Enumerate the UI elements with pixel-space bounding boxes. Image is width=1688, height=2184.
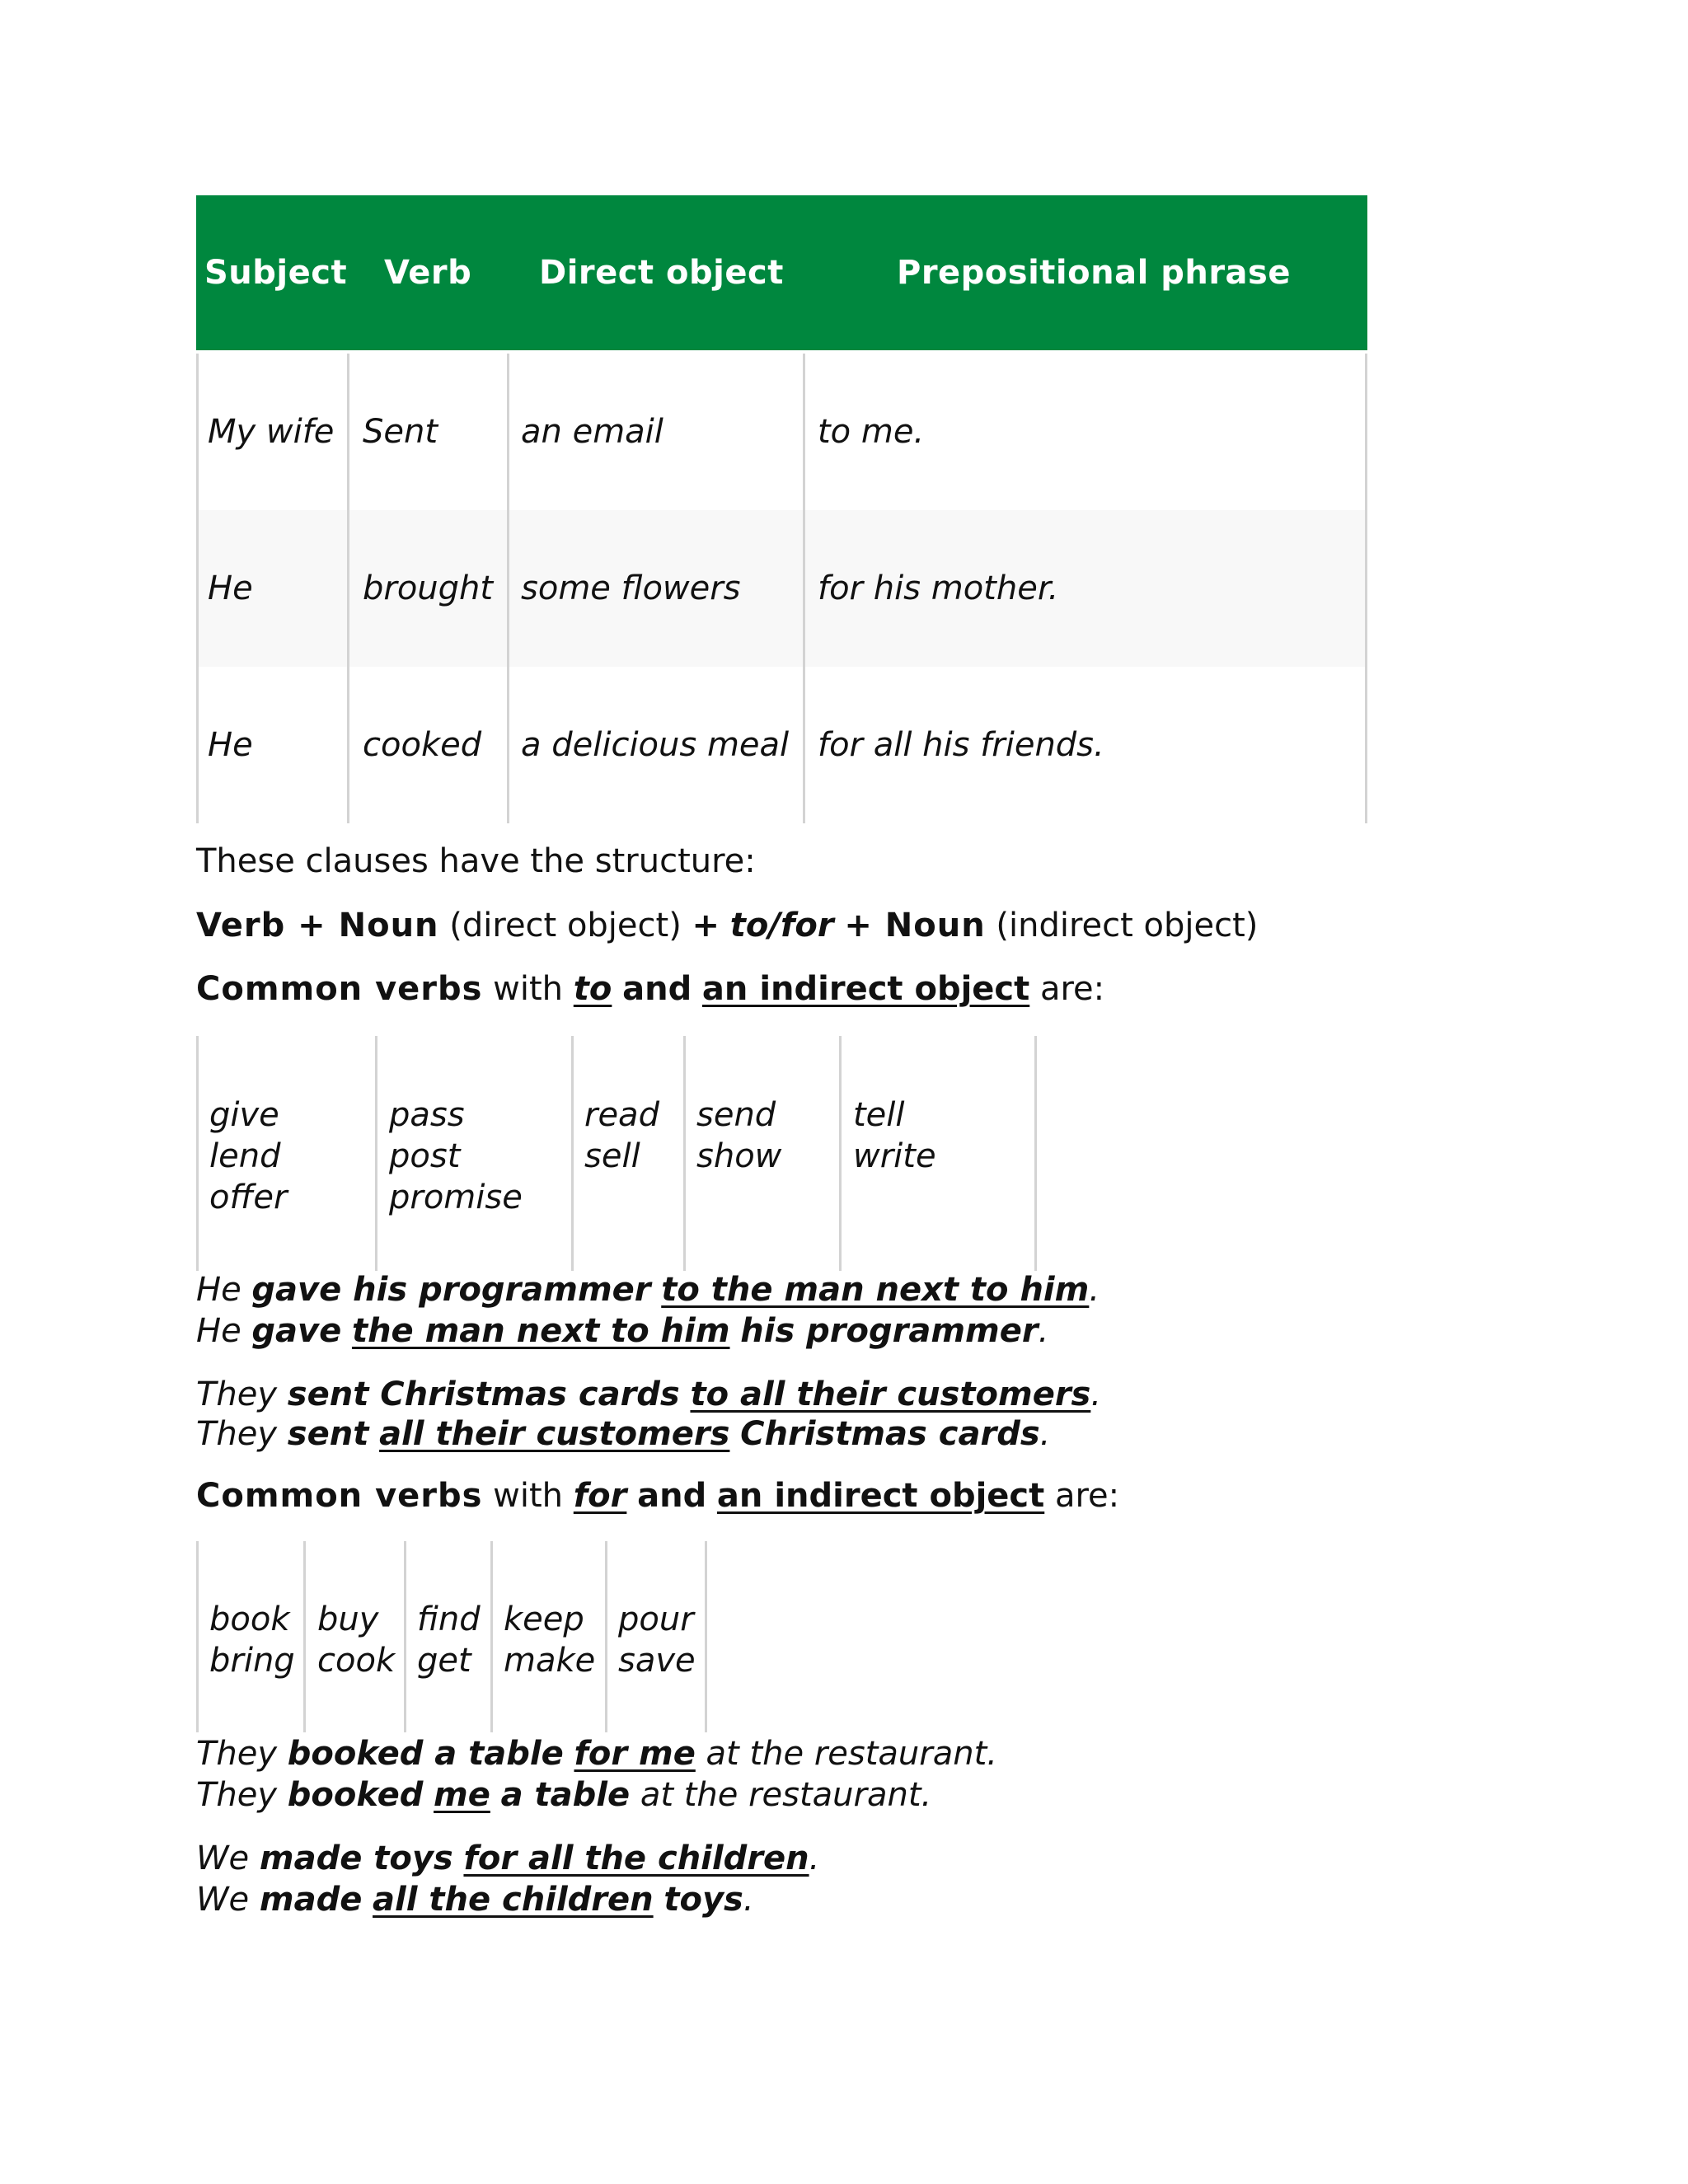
table-header-row xyxy=(196,195,1367,350)
cell-verb: brought xyxy=(363,569,494,607)
example-part: We xyxy=(196,1840,250,1877)
cell-direct-object: some flowers xyxy=(521,569,741,607)
verb-column xyxy=(584,1094,659,1177)
example-part: made toys xyxy=(259,1840,453,1877)
verb-column xyxy=(618,1599,696,1681)
example-part: gave xyxy=(251,1312,342,1350)
heading-prep-for: for xyxy=(573,1477,627,1515)
example-part: all the children xyxy=(373,1881,654,1919)
grid-line xyxy=(803,354,805,823)
verb-item: make xyxy=(504,1642,596,1680)
table-row xyxy=(196,667,1367,823)
example-part: to all their customers xyxy=(690,1376,1091,1413)
verb-item: pass xyxy=(389,1096,465,1134)
verb-item: buy xyxy=(317,1601,379,1638)
example-part: They xyxy=(196,1735,278,1773)
verb-column xyxy=(209,1094,287,1218)
formula-plus-noun: + Noun xyxy=(844,907,986,944)
grid-line xyxy=(490,1541,493,1732)
verb-item: lend xyxy=(209,1137,281,1175)
formula-direct-object: (direct object) xyxy=(449,907,682,944)
section-to-heading xyxy=(196,970,1104,1008)
example-part: all their customers xyxy=(379,1415,730,1453)
example-part: Christmas cards xyxy=(740,1415,1040,1453)
verb-item: send xyxy=(696,1096,776,1134)
heading-with: with xyxy=(493,1477,564,1515)
grid-line xyxy=(303,1541,306,1732)
verb-item: save xyxy=(618,1642,696,1680)
verb-column xyxy=(417,1599,481,1681)
example-part: booked xyxy=(287,1776,424,1814)
heading-common-verbs: Common verbs xyxy=(196,970,483,1008)
example-sentence xyxy=(196,1881,754,1919)
example-part: They xyxy=(196,1776,278,1814)
formula-indirect-object: (indirect object) xyxy=(996,907,1259,944)
heading-are: are: xyxy=(1054,1477,1120,1515)
example-part: They xyxy=(196,1415,278,1453)
verb-item: book xyxy=(209,1601,290,1638)
verb-column xyxy=(389,1094,523,1218)
verb-item: get xyxy=(417,1642,471,1680)
cell-verb: Sent xyxy=(363,413,438,451)
example-part: sent xyxy=(287,1415,369,1453)
example-part: his programmer xyxy=(740,1312,1039,1350)
verb-item: bring xyxy=(209,1642,295,1680)
grid-line xyxy=(347,354,349,823)
grid-line xyxy=(1365,354,1367,823)
example-part: to the man next to him xyxy=(661,1271,1090,1309)
example-part: sent Christmas cards xyxy=(287,1376,680,1413)
cell-subject: He xyxy=(208,569,253,607)
structure-intro: These clauses have the structure: xyxy=(196,842,756,880)
example-part: for all the children xyxy=(463,1840,809,1877)
example-part: gave his programmer xyxy=(251,1271,651,1309)
verb-item: promise xyxy=(389,1179,523,1216)
example-part: toys xyxy=(663,1881,743,1919)
verb-item: give xyxy=(209,1096,279,1134)
example-part: a table xyxy=(500,1776,631,1814)
example-part: . xyxy=(1089,1271,1100,1309)
example-part: the man next to him xyxy=(351,1312,730,1350)
verb-item: cook xyxy=(317,1642,396,1680)
cell-prepositional-phrase: for his mother. xyxy=(818,569,1059,607)
section-for-heading xyxy=(196,1477,1119,1515)
cell-direct-object: an email xyxy=(521,413,663,451)
example-sentence xyxy=(196,1735,997,1773)
verb-item: keep xyxy=(504,1601,584,1638)
grid-line xyxy=(196,1541,199,1732)
example-sentence xyxy=(196,1376,1101,1413)
cell-verb: cooked xyxy=(363,726,482,764)
structure-formula xyxy=(196,907,1258,944)
example-part: for me xyxy=(574,1735,696,1773)
header-subject: Subject xyxy=(204,254,348,292)
verb-item: write xyxy=(853,1137,936,1175)
example-part: at the restaurant. xyxy=(640,1776,932,1814)
formula-to-for: to/for xyxy=(729,907,834,944)
example-part: at the restaurant. xyxy=(706,1735,997,1773)
verb-item: tell xyxy=(853,1096,905,1134)
example-sentence xyxy=(196,1415,1050,1453)
verb-column xyxy=(696,1094,781,1177)
grid-line xyxy=(196,1036,199,1271)
verb-item: offer xyxy=(209,1179,288,1216)
verb-column xyxy=(504,1599,595,1681)
example-sentence xyxy=(196,1776,931,1814)
example-part: booked a table xyxy=(287,1735,564,1773)
heading-indirect-object: an indirect object xyxy=(701,970,1030,1008)
grid-line xyxy=(196,354,199,823)
verb-item: show xyxy=(696,1137,782,1175)
header-prepositional-phrase: Prepositional phrase xyxy=(897,254,1291,292)
example-part: . xyxy=(743,1881,754,1919)
example-part: made xyxy=(259,1881,363,1919)
grid-line xyxy=(1034,1036,1037,1271)
verb-column xyxy=(209,1599,295,1681)
grid-line xyxy=(571,1036,574,1271)
grid-line xyxy=(404,1541,406,1732)
formula-verb-noun: Verb + Noun xyxy=(196,907,439,944)
verbs-with-to-table xyxy=(196,1036,1037,1271)
example-part: . xyxy=(1039,1415,1051,1453)
cell-subject: My wife xyxy=(208,413,335,451)
cell-direct-object: a delicious meal xyxy=(521,726,790,764)
table-row xyxy=(196,354,1367,510)
verb-item: pour xyxy=(618,1601,694,1638)
grid-line xyxy=(605,1541,607,1732)
header-verb: Verb xyxy=(384,254,472,292)
verb-item: find xyxy=(417,1601,481,1638)
cell-prepositional-phrase: to me. xyxy=(818,413,925,451)
example-sentence xyxy=(196,1312,1048,1350)
table-row xyxy=(196,510,1367,667)
cell-prepositional-phrase: for all his friends. xyxy=(818,726,1104,764)
example-part: . xyxy=(809,1840,820,1877)
heading-prep-to: to xyxy=(573,970,612,1008)
heading-common-verbs: Common verbs xyxy=(196,1477,483,1515)
example-part: He xyxy=(196,1312,241,1350)
verb-item: sell xyxy=(584,1137,640,1175)
verb-column xyxy=(853,1094,936,1177)
verb-item: read xyxy=(584,1096,659,1134)
example-part: . xyxy=(1090,1376,1102,1413)
example-part: We xyxy=(196,1881,250,1919)
example-part: He xyxy=(196,1271,241,1309)
grid-line xyxy=(839,1036,842,1271)
verb-column xyxy=(317,1599,395,1681)
sentence-structure-table xyxy=(196,195,1367,823)
example-part: . xyxy=(1038,1312,1049,1350)
grid-line xyxy=(507,354,509,823)
heading-and: and xyxy=(637,1477,707,1515)
cell-subject: He xyxy=(208,726,253,764)
heading-indirect-object: an indirect object xyxy=(716,1477,1045,1515)
grid-line xyxy=(705,1541,707,1732)
example-sentence xyxy=(196,1840,819,1877)
heading-are: are: xyxy=(1039,970,1105,1008)
example-part: They xyxy=(196,1376,278,1413)
formula-plus: + xyxy=(692,907,720,944)
example-sentence xyxy=(196,1271,1100,1309)
grid-line xyxy=(375,1036,377,1271)
verb-item: post xyxy=(389,1137,461,1175)
verbs-with-for-table xyxy=(196,1541,707,1732)
header-direct-object: Direct object xyxy=(539,254,784,292)
example-part: me xyxy=(434,1776,490,1814)
heading-and: and xyxy=(622,970,692,1008)
heading-with: with xyxy=(493,970,564,1008)
grid-line xyxy=(683,1036,686,1271)
